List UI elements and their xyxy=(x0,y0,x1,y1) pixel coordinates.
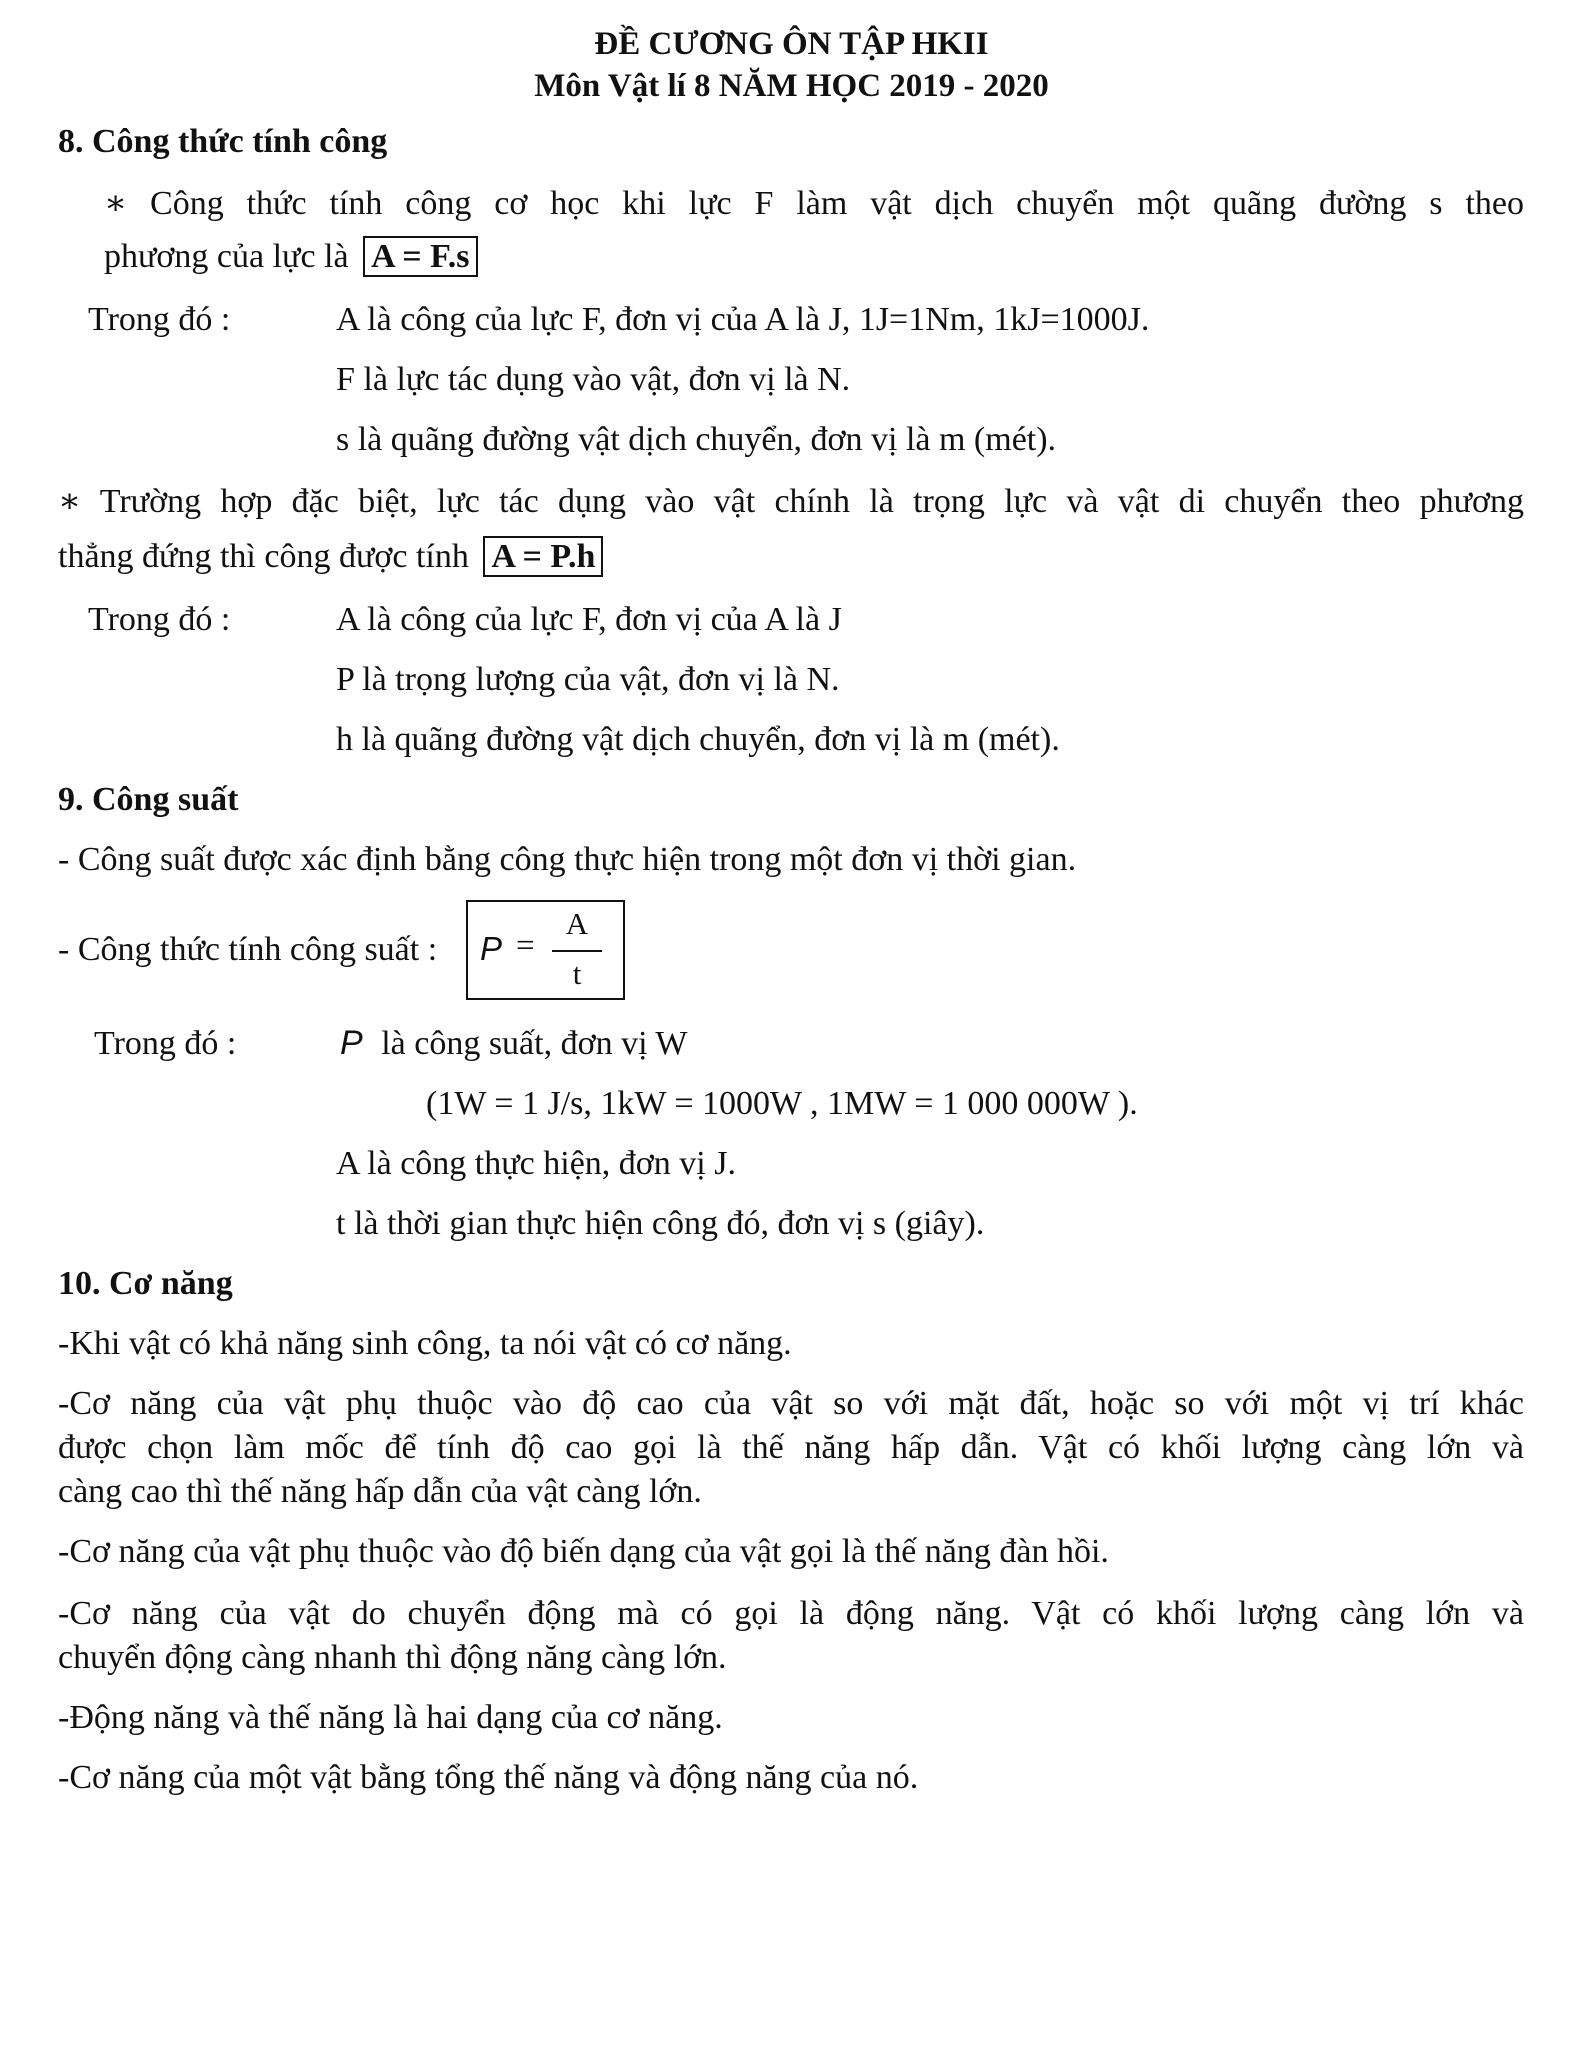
s8-where2-b: P là trọng lượng của vật, đơn vị là N. xyxy=(336,661,840,698)
s8-paragraph1-line1: ∗ Công thức tính công cơ học khi lực F làm vật dịch chuyển một quãng đường s theo xyxy=(104,185,1524,222)
s9-units: (1W = 1 J/s, 1kW = 1000W , 1MW = 1 000 000W ). xyxy=(426,1085,1138,1122)
s8-paragraph2-line2 xyxy=(58,536,603,577)
s9-where-p-text: là công suất, đơn vị W xyxy=(381,1025,688,1062)
s10-line2c: càng cao thì thế năng hấp dẫn của vật càng lớn. xyxy=(58,1473,702,1510)
s10-line4a: -Cơ năng của vật do chuyển động mà có gọi là động năng. Vật có khối lượng càng lớn và xyxy=(58,1595,1524,1632)
s8-paragraph1-line2-text: phương của lực là xyxy=(104,238,349,275)
s10-line3: -Cơ năng của vật phụ thuộc vào độ biến dạng của vật gọi là thế năng đàn hồi. xyxy=(58,1533,1109,1570)
formula-gravity-work-box: A = P.h xyxy=(483,536,603,577)
formula-work-box: A = F.s xyxy=(363,236,477,277)
s9-where-t: t là thời gian thực hiện công đó, đơn vị s (giây). xyxy=(336,1205,985,1242)
s9-where-label: Trong đó : xyxy=(94,1025,237,1062)
s8-where1-a: A là công của lực F, đơn vị của A là J, 1J=1Nm, 1kJ=1000J. xyxy=(336,301,1150,338)
document-title: ĐỀ CƯƠNG ÔN TẬP HKII xyxy=(594,26,989,62)
document-subtitle: Môn Vật lí 8 NĂM HỌC 2019 - 2020 xyxy=(534,68,1049,104)
s9-where-a: A là công thực hiện, đơn vị J. xyxy=(336,1145,736,1182)
s8-where2-c: h là quãng đường vật dịch chuyển, đơn vị là m (mét). xyxy=(336,721,1060,758)
s10-line5: -Động năng và thế năng là hai dạng của cơ năng. xyxy=(58,1699,723,1736)
s10-line2a: -Cơ năng của vật phụ thuộc vào độ cao của vật so với mặt đất, hoặc so với một vị trí khác xyxy=(58,1385,1524,1422)
s9-formula-label: - Công thức tính công suất : xyxy=(58,931,438,968)
s8-paragraph2-line1: ∗ Trường hợp đặc biệt, lực tác dụng vào vật chính là trọng lực và vật di chuyển theo phương xyxy=(58,483,1524,520)
s8-where2-label: Trong đó : xyxy=(88,601,231,638)
s8-where1-b: F là lực tác dụng vào vật, đơn vị là N. xyxy=(336,361,851,398)
formula-power-equals: = xyxy=(516,928,535,964)
s9-where-p xyxy=(340,1024,688,1063)
s10-line6: -Cơ năng của một vật bằng tổng thế năng và động năng của nó. xyxy=(58,1759,919,1796)
s10-line4b: chuyển động càng nhanh thì động năng càng lớn. xyxy=(58,1639,727,1676)
formula-power-box xyxy=(466,900,625,1000)
s8-where2-a: A là công của lực F, đơn vị của A là J xyxy=(336,601,842,638)
formula-power-symbol: P xyxy=(480,930,503,967)
s8-paragraph2-line2-text: thẳng đứng thì công được tính xyxy=(58,538,469,575)
section-10-heading: 10. Cơ năng xyxy=(58,1265,233,1302)
s8-where1-c: s là quãng đường vật dịch chuyển, đơn vị là m (mét). xyxy=(336,421,1057,458)
formula-power-fraction-bar xyxy=(552,950,602,952)
s9-where-p-symbol: P xyxy=(340,1024,363,1062)
section-9-heading: 9. Công suất xyxy=(58,781,239,818)
formula-power-numerator: A xyxy=(565,906,589,941)
s10-line1: -Khi vật có khả năng sinh công, ta nói vật có cơ năng. xyxy=(58,1325,792,1362)
s8-paragraph1-line2 xyxy=(104,236,478,277)
section-8-heading: 8. Công thức tính công xyxy=(58,123,388,160)
s10-line2b: được chọn làm mốc để tính độ cao gọi là thế năng hấp dẫn. Vật có khối lượng càng lớn và xyxy=(58,1429,1524,1466)
s8-where1-label: Trong đó : xyxy=(88,301,231,338)
s9-definition: - Công suất được xác định bằng công thực hiện trong một đơn vị thời gian. xyxy=(58,841,1077,878)
formula-power-denominator: t xyxy=(572,956,582,991)
